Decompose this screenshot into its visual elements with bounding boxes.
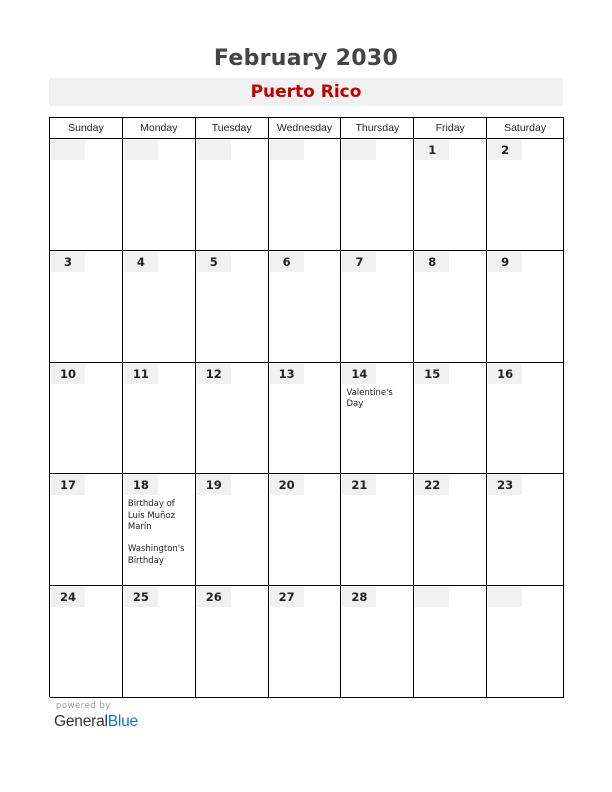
calendar-grid [49,117,564,697]
week-row [50,474,564,586]
day-number: 26 [197,587,231,607]
day-cell-4 [123,251,196,363]
day-cell-23 [487,474,564,586]
day-number: 18 [124,475,158,495]
powered-by-label: powered by [56,701,111,711]
day-cell-8 [414,251,487,363]
weekday-header-friday: Friday [414,118,487,139]
weekday-header-monday: Monday [123,118,196,139]
day-number: 8 [415,252,449,272]
day-cell-17 [50,474,123,586]
weekday-header-sunday: Sunday [50,118,123,139]
day-number: 7 [342,252,376,272]
day-number: 22 [415,475,449,495]
day-number: 12 [197,364,231,384]
brand-general: General [54,713,108,730]
day-cell-7 [341,251,414,363]
weekday-header-thursday: Thursday [341,118,414,139]
day-number [488,587,522,607]
day-number: 23 [488,475,522,495]
day-number: 19 [197,475,231,495]
country-banner [49,78,563,106]
holiday-event: Washington's Birthday [127,544,185,566]
day-number: 2 [488,140,522,160]
weekday-header-saturday: Saturday [487,118,564,139]
empty-day-cell [123,139,196,251]
day-cell-18 [123,474,196,586]
day-number: 21 [342,475,376,495]
day-number: 3 [51,252,85,272]
day-number: 17 [51,475,85,495]
empty-day-cell [196,139,269,251]
day-number: 27 [270,587,304,607]
week-row [50,251,564,363]
day-number: 20 [270,475,304,495]
day-cell-12 [196,363,269,475]
day-number [270,140,304,160]
day-cell-13 [269,363,342,475]
day-cell-6 [269,251,342,363]
day-number [51,140,85,160]
week-row [50,363,564,475]
country-name: Puerto Rico [250,82,362,102]
weekday-header-tuesday: Tuesday [196,118,269,139]
day-number: 1 [415,140,449,160]
page-title: February 2030 [213,46,399,71]
event-list [346,388,410,422]
day-number: 14 [342,364,376,384]
day-number: 10 [51,364,85,384]
day-cell-10 [50,363,123,475]
holiday-event: Birthday of Luis Muñoz Marín [127,499,176,532]
event-list [128,499,192,577]
empty-day-cell [269,139,342,251]
day-cell-22 [414,474,487,586]
day-number: 25 [124,587,158,607]
week-row [50,139,564,251]
day-number [197,140,231,160]
empty-day-cell [487,586,564,698]
day-cell-28 [341,586,414,698]
day-number: 28 [342,587,376,607]
weeks-container [50,139,564,698]
day-number: 15 [415,364,449,384]
holiday-event: Valentine's Day [346,387,393,409]
day-number [124,140,158,160]
day-number: 13 [270,364,304,384]
day-number [342,140,376,160]
empty-day-cell [414,586,487,698]
day-number: 16 [488,364,522,384]
day-cell-25 [123,586,196,698]
day-cell-26 [196,586,269,698]
day-cell-5 [196,251,269,363]
day-number: 9 [488,252,522,272]
day-cell-2 [487,139,564,251]
brand-blue: Blue [107,713,138,730]
day-number: 5 [197,252,231,272]
day-cell-16 [487,363,564,475]
empty-day-cell [50,139,123,251]
day-number: 6 [270,252,304,272]
week-row [50,586,564,698]
day-cell-14 [341,363,414,475]
day-cell-24 [50,586,123,698]
generalblue-logo[interactable] [54,713,138,731]
day-cell-20 [269,474,342,586]
day-cell-15 [414,363,487,475]
day-cell-3 [50,251,123,363]
day-number: 24 [51,587,85,607]
day-number: 4 [124,252,158,272]
weekday-header-wednesday: Wednesday [269,118,342,139]
day-cell-27 [269,586,342,698]
day-cell-11 [123,363,196,475]
day-cell-9 [487,251,564,363]
day-number [415,587,449,607]
day-number: 11 [124,364,158,384]
day-cell-1 [414,139,487,251]
day-cell-19 [196,474,269,586]
empty-day-cell [341,139,414,251]
weekday-header-row [50,118,564,139]
day-cell-21 [341,474,414,586]
